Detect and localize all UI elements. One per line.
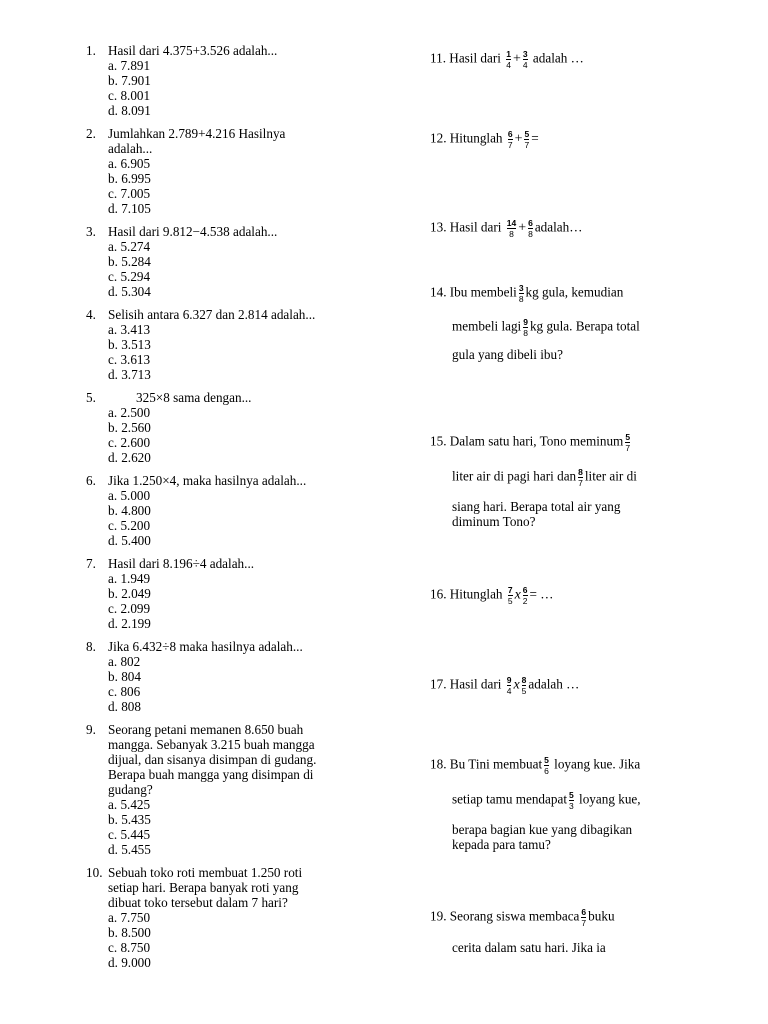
question-15-line-2 [452,468,637,487]
fraction: $\frac{8}{7}$ [578,467,583,488]
question-text: cerita dalam satu hari. Jika ia [452,940,606,955]
question-text: = … [529,586,554,602]
question-text: Berapa buah mangga yang disimpan di [108,767,314,782]
question-text: kg gula. Berapa total [529,318,640,334]
fraction: $\frac{5}{7}$ [524,129,530,150]
option-d[interactable]: d. 2.620 [108,450,151,465]
question-12 [430,130,539,149]
question-number: 2. [86,126,96,141]
fraction: $\frac{6}{8}$ [528,218,533,239]
question-text: 13. Hasil dari [430,219,502,235]
option-b[interactable]: b. 3.513 [108,337,151,352]
question-4 [86,307,386,382]
question-text: loyang kue. Jika [554,756,641,772]
question-text: 325×8 sama dengan... [136,390,252,405]
fraction: $\frac{7}{5}$ [507,585,513,606]
fraction: $\frac{3}{4}$ [522,49,528,70]
option-c[interactable]: c. 806 [108,684,141,699]
option-b[interactable]: b. 4.800 [108,503,151,518]
option-d[interactable]: d. 5.400 [108,533,151,548]
question-text: setiap tamu mendapat [452,791,567,807]
option-b[interactable]: b. 8.500 [108,925,151,940]
fraction: $\frac{3}{8}$ [518,283,524,304]
fraction: $\frac{6}{2}$ [522,585,528,606]
option-c[interactable]: c. 5.445 [108,827,151,842]
question-text: gudang? [108,782,153,797]
option-c[interactable]: c. 3.613 [108,352,151,367]
question-number: 4. [86,307,96,322]
option-b[interactable]: b. 2.049 [108,586,151,601]
option-b[interactable]: b. 5.435 [108,812,151,827]
question-text: Seorang petani memanen 8.650 buah [108,722,304,737]
option-c[interactable]: c. 7.005 [108,186,151,201]
question-18 [430,756,640,775]
question-2 [86,126,386,216]
question-text: adalah... [108,141,153,156]
option-d[interactable]: d. 9.000 [108,955,151,970]
fraction: $\frac{6}{7}$ [507,129,513,150]
question-text: gula yang dibeli ibu? [452,347,563,362]
question-5 [86,390,386,465]
question-number: 7. [86,556,96,571]
option-a[interactable]: a. 802 [108,654,141,669]
operator: x [513,677,520,693]
question-10 [86,865,386,970]
option-a[interactable]: a. 3.413 [108,322,151,337]
option-a[interactable]: a. 2.500 [108,405,151,420]
option-a[interactable]: a. 7.891 [108,58,151,73]
question-text: = [531,130,539,146]
left-column [86,43,386,978]
option-d[interactable]: d. 8.091 [108,103,151,118]
fraction: $\frac{14}{8}$ [506,218,517,239]
question-7 [86,556,386,631]
question-text: buku [588,908,615,924]
question-number: 6. [86,473,96,488]
fraction: $\frac{5}{7}$ [625,432,631,453]
question-text: 17. Hasil dari [430,676,502,692]
question-text: kg gula, kemudian [525,284,624,300]
question-text: kepada para tamu? [452,837,551,852]
question-text: Sebuah toko roti membuat 1.250 roti [108,865,303,880]
option-c[interactable]: c. 5.200 [108,518,151,533]
option-a[interactable]: a. 1.949 [108,571,151,586]
operator: + [514,131,523,147]
question-text: Hasil dari 4.375+3.526 adalah... [108,43,278,58]
question-number: 1. [86,43,96,58]
option-c[interactable]: c. 8.001 [108,88,151,103]
option-c[interactable]: c. 8.750 [108,940,151,955]
question-text: Jika 1.250×4, maka hasilnya adalah... [108,473,307,488]
option-a[interactable]: a. 7.750 [108,910,151,925]
question-text: mangga. Sebanyak 3.215 buah mangga [108,737,315,752]
fraction: $\frac{6}{7}$ [581,907,587,928]
operator: + [512,51,521,67]
question-text: Jumlahkan 2.789+4.216 Hasilnya [108,126,286,141]
question-number: 5. [86,390,96,405]
question-text: Hasil dari 9.812−4.538 adalah... [108,224,278,239]
option-b[interactable]: b. 6.995 [108,171,151,186]
question-number: 9. [86,722,96,737]
question-17 [430,676,579,695]
question-text: diminum Tono? [452,514,536,529]
option-b[interactable]: b. 5.284 [108,254,151,269]
question-text: 14. Ibu membeli [430,284,517,300]
question-14-line-2 [452,318,640,337]
question-text: 16. Hitunglah [430,586,503,602]
question-16 [430,586,553,605]
question-number: 3. [86,224,96,239]
question-text: adalah … [532,50,584,66]
question-text: liter air di [584,468,637,484]
question-number: 10. [86,865,103,880]
option-d[interactable]: d. 5.304 [108,284,151,299]
option-c[interactable]: c. 2.099 [108,601,151,616]
question-8 [86,639,386,714]
question-text: 12. Hitunglah [430,130,503,146]
question-text: Hasil dari 8.196÷4 adalah... [108,556,255,571]
option-b[interactable]: b. 804 [108,669,141,684]
question-11 [430,50,584,69]
question-text: dijual, dan sisanya disimpan di gudang. [108,752,317,767]
option-b[interactable]: b. 7.901 [108,73,151,88]
question-text: Jika 6.432÷8 maka hasilnya adalah... [108,639,303,654]
question-14 [430,284,623,303]
option-d[interactable]: d. 7.105 [108,201,151,216]
question-text: dibuat toko tersebut dalam 7 hari? [108,895,288,910]
fraction: $\frac{9}{4}$ [506,675,512,696]
option-d[interactable]: d. 2.199 [108,616,151,631]
question-text: loyang kue, [579,791,641,807]
option-a[interactable]: a. 5.000 [108,488,151,503]
question-text: 15. Dalam satu hari, Tono meminum [430,433,624,449]
question-text: 18. Bu Tini membuat [430,756,543,772]
fraction: $\frac{5}{6}$ [544,755,549,776]
fraction: $\frac{8}{5}$ [521,675,527,696]
question-text: 19. Seorang siswa membaca [430,908,580,924]
question-18-line-2 [452,791,641,810]
question-19 [430,908,615,927]
question-text: adalah … [528,676,580,692]
question-6 [86,473,386,548]
fraction: $\frac{5}{3}$ [569,790,574,811]
option-d[interactable]: d. 5.455 [108,842,151,857]
question-text: Selisih antara 6.327 dan 2.814 adalah... [108,307,316,322]
question-text: adalah… [534,219,583,235]
question-9 [86,722,386,857]
question-text: berapa bagian kue yang dibagikan [452,822,633,837]
question-13 [430,219,582,238]
option-c[interactable]: c. 5.294 [108,269,151,284]
option-d[interactable]: d. 808 [108,699,141,714]
operator: x [514,587,521,603]
question-number: 8. [86,639,96,654]
option-c[interactable]: c. 2.600 [108,435,151,450]
option-a[interactable]: a. 5.274 [108,239,151,254]
option-a[interactable]: a. 5.425 [108,797,151,812]
question-1 [86,43,386,118]
option-b[interactable]: b. 2.560 [108,420,151,435]
question-15 [430,433,632,452]
option-d[interactable]: d. 3.713 [108,367,151,382]
question-text: liter air di pagi hari dan [452,468,577,484]
fraction: $\frac{1}{4}$ [506,49,511,70]
question-text: 11. Hasil dari [430,50,501,66]
question-3 [86,224,386,299]
fraction: $\frac{9}{8}$ [523,317,528,338]
question-text: membeli lagi [452,318,522,334]
question-text: siang hari. Berapa total air yang [452,499,621,514]
operator: + [518,220,527,236]
question-text: setiap hari. Berapa banyak roti yang [108,880,299,895]
option-a[interactable]: a. 6.905 [108,156,151,171]
